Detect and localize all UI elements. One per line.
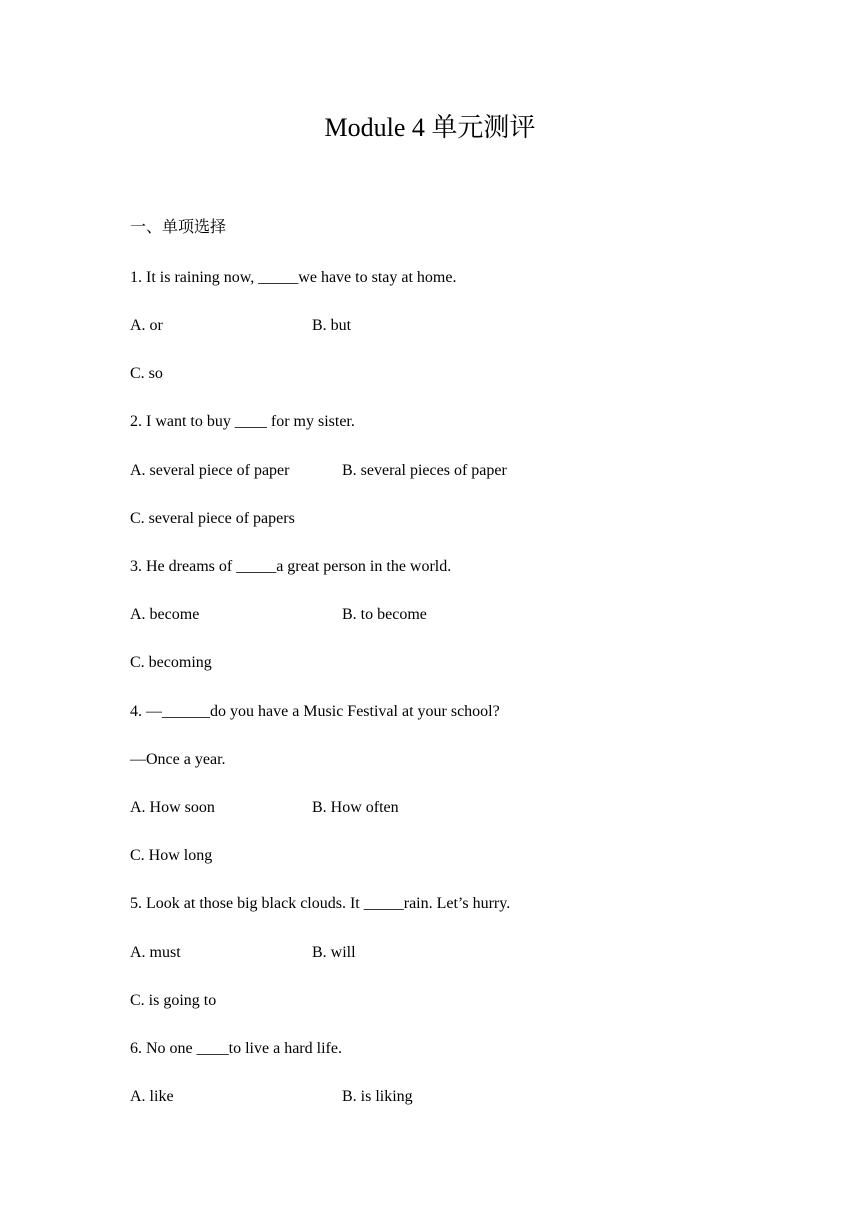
question-1-option-c: C. so (130, 365, 163, 382)
question-1-stem: 1. It is raining now, _____we have to stay at home. (130, 269, 457, 286)
question-1-option-a: A. or (130, 317, 163, 334)
question-6-option-b: B. is liking (342, 1088, 413, 1105)
question-1-option-b: B. but (312, 317, 352, 334)
question-3-option-c: C. becoming (130, 654, 212, 671)
question-2-option-a: A. several piece of paper (130, 462, 290, 479)
question-4-option-a: A. How soon (130, 799, 215, 816)
question-5-stem: 5. Look at those big black clouds. It _____rain. Let’s hurry. (130, 895, 511, 912)
question-6-stem: 6. No one ____to live a hard life. (130, 1040, 342, 1057)
question-2-stem: 2. I want to buy ____ for my sister. (130, 413, 355, 430)
question-3-option-a: A. become (130, 606, 200, 623)
question-4-option-b: B. How often (312, 799, 399, 816)
question-5-option-a: A. must (130, 944, 181, 961)
question-6-option-a: A. like (130, 1088, 174, 1105)
question-3-stem: 3. He dreams of _____a great person in the world. (130, 558, 452, 575)
question-5-option-c: C. is going to (130, 992, 217, 1009)
question-5-option-b: B. will (312, 944, 356, 961)
section-heading: 一、单项选择 (130, 219, 227, 236)
question-3-option-b: B. to become (342, 606, 427, 623)
question-2-option-b: B. several pieces of paper (342, 462, 507, 479)
question-4-stem: 4. —______do you have a Music Festival at your school? (130, 703, 500, 720)
question-4-option-c: C. How long (130, 847, 213, 864)
question-4-answer-line: —Once a year. (130, 751, 226, 768)
question-2-option-c: C. several piece of papers (130, 510, 295, 527)
document-title: Module 4 单元测评 (324, 113, 536, 142)
